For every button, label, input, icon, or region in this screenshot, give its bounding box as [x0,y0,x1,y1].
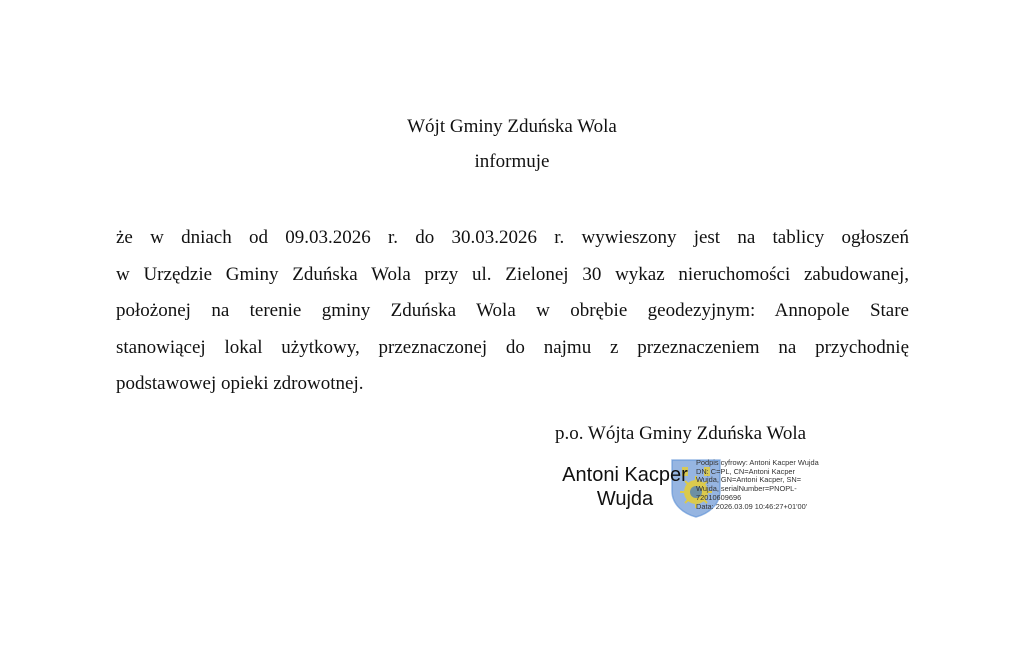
signature-details [696,459,836,511]
signature-detail-line: DN: C=PL, CN=Antoni Kacper [696,466,795,476]
announcement-body [116,220,909,403]
signature-detail-line: Data: 2026.03.09 10:46:27+01'00' [696,501,808,511]
signoff-title: p.o. Wójta Gminy Zduńska Wola [555,423,807,444]
signer-name-line: Antoni Kacper [562,464,688,486]
signature-detail-line: Wujda, serialNumber=PNOPL- [696,484,797,494]
signature-detail-line: Wujda, GN=Antoni Kacper, SN= [696,475,802,485]
signer-name [545,463,705,511]
body-line: stanowiącej lokal użytkowy, przeznaczonej do najmu z przeznaczeniem na przychodnię [116,336,909,358]
signer-name-line: Wujda [596,488,654,510]
body-line: podstawowej opieki zdrowotnej. [116,373,364,395]
body-line: położonej na terenie gminy Zduńska Wola w obrębie geodezyjnym: Annopole Stare [116,300,909,322]
digital-signature [545,455,835,525]
signature-detail-line: 72010609696 [696,492,742,502]
body-line: w Urzędzie Gminy Zduńska Wola przy ul. Zielonej 30 wykaz nieruchomości zabudowanej, [116,263,909,285]
document-title: Wójt Gminy Zduńska Wola [407,116,617,137]
body-line: że w dniach od 09.03.2026 r. do 30.03.2026 r. wywieszony jest na tablicy ogłoszeń [116,227,909,248]
document-subtitle: informuje [474,151,550,172]
signature-detail-line: Podpis cyfrowy: Antoni Kacper Wujda [696,458,819,467]
